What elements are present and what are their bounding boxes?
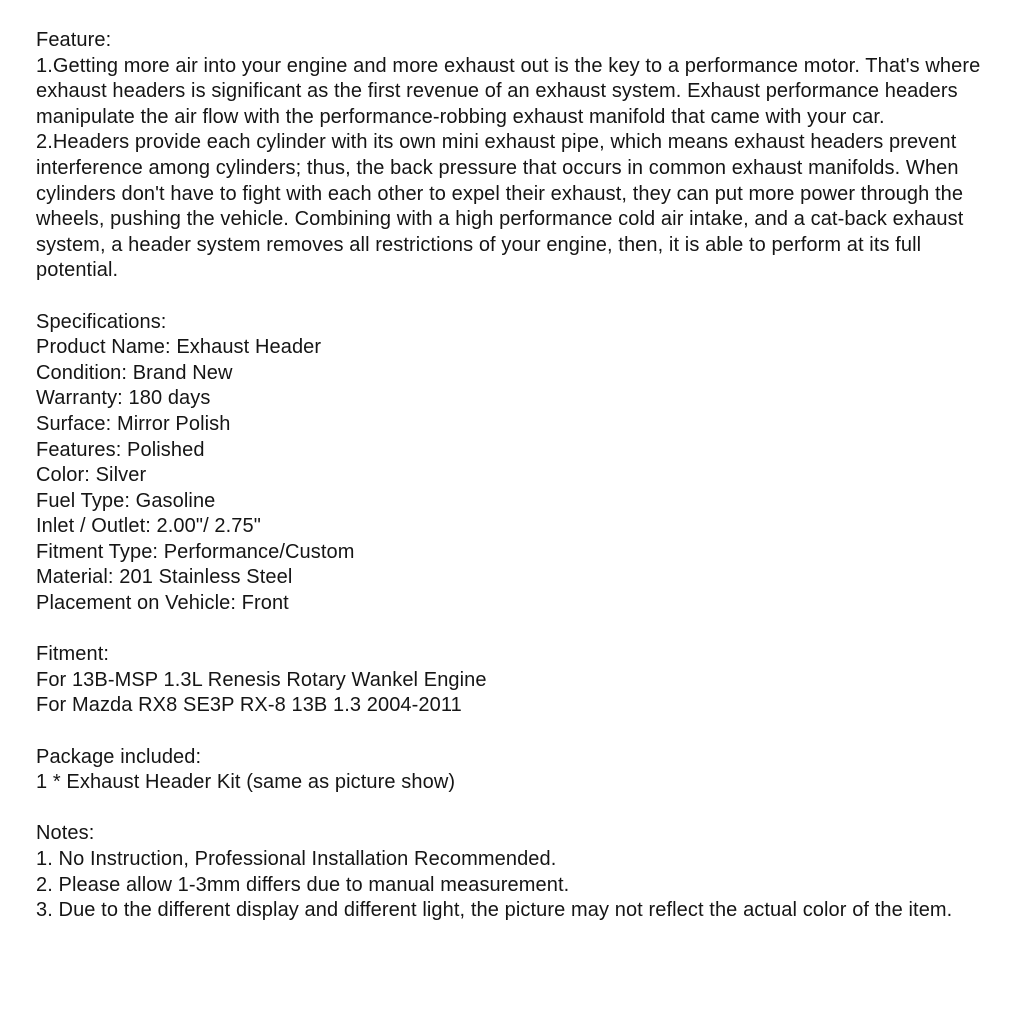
- section-heading: Package included:: [36, 745, 202, 768]
- text-line: Product Name: Exhaust Header: [36, 336, 322, 359]
- text-line: 2.Headers provide each cylinder with its own mini exhaust pipe, which means exhaust headers prevent: [36, 131, 957, 154]
- section-heading: Specifications:: [36, 310, 167, 333]
- text-line: Features: Polished: [36, 438, 205, 461]
- text-line: 1 * Exhaust Header Kit (same as picture show): [36, 771, 456, 794]
- text-line: Fitment Type: Performance/Custom: [36, 540, 355, 563]
- text-line: Material: 201 Stainless Steel: [36, 566, 293, 589]
- text-line: cylinders don't have to fight with each other to expel their exhaust, they can put more power through the: [36, 182, 964, 205]
- section-notes: [36, 821, 994, 923]
- text-line: For 13B-MSP 1.3L Renesis Rotary Wankel Engine: [36, 668, 487, 691]
- text-line: interference among cylinders; thus, the back pressure that occurs in common exhaust manifolds. When: [36, 156, 959, 179]
- text-line: For Mazda RX8 SE3P RX-8 13B 1.3 2004-2011: [36, 694, 462, 717]
- text-line: system, a header system removes all restrictions of your engine, then, it is able to perform at its full: [36, 233, 922, 256]
- text-line: exhaust headers is significant as the first revenue of an exhaust system. Exhaust performance headers: [36, 80, 958, 103]
- text-line: Fuel Type: Gasoline: [36, 489, 216, 512]
- text-line: Warranty: 180 days: [36, 387, 211, 410]
- text-line: Surface: Mirror Polish: [36, 412, 231, 435]
- section-heading: Feature:: [36, 29, 112, 51]
- text-line: Placement on Vehicle: Front: [36, 592, 289, 615]
- text-line: Condition: Brand New: [36, 361, 233, 384]
- section-heading: Fitment:: [36, 643, 110, 666]
- text-line: 1.Getting more air into your engine and more exhaust out is the key to a performance motor. That's where: [36, 54, 981, 77]
- section-fitment: [36, 642, 994, 719]
- document-body: [36, 28, 994, 924]
- text-line: Inlet / Outlet: 2.00"/ 2.75": [36, 515, 261, 538]
- text-line: Color: Silver: [36, 464, 147, 487]
- section-package-included: [36, 745, 994, 796]
- text-line: potential.: [36, 259, 119, 282]
- text-line: 3. Due to the different display and different light, the picture may not reflect the actual color of the item.: [36, 899, 953, 922]
- section-feature: [36, 28, 994, 284]
- text-line: manipulate the air flow with the performance-robbing exhaust manifold that came with your car.: [36, 105, 885, 128]
- section-specifications: [36, 310, 994, 617]
- text-line: 1. No Instruction, Professional Installation Recommended.: [36, 848, 557, 870]
- text-line: wheels, pushing the vehicle. Combining with a high performance cold air intake, and a cat-back exhaust: [36, 208, 964, 231]
- section-heading: Notes:: [36, 822, 95, 845]
- text-line: 2. Please allow 1-3mm differs due to manual measurement.: [36, 873, 570, 896]
